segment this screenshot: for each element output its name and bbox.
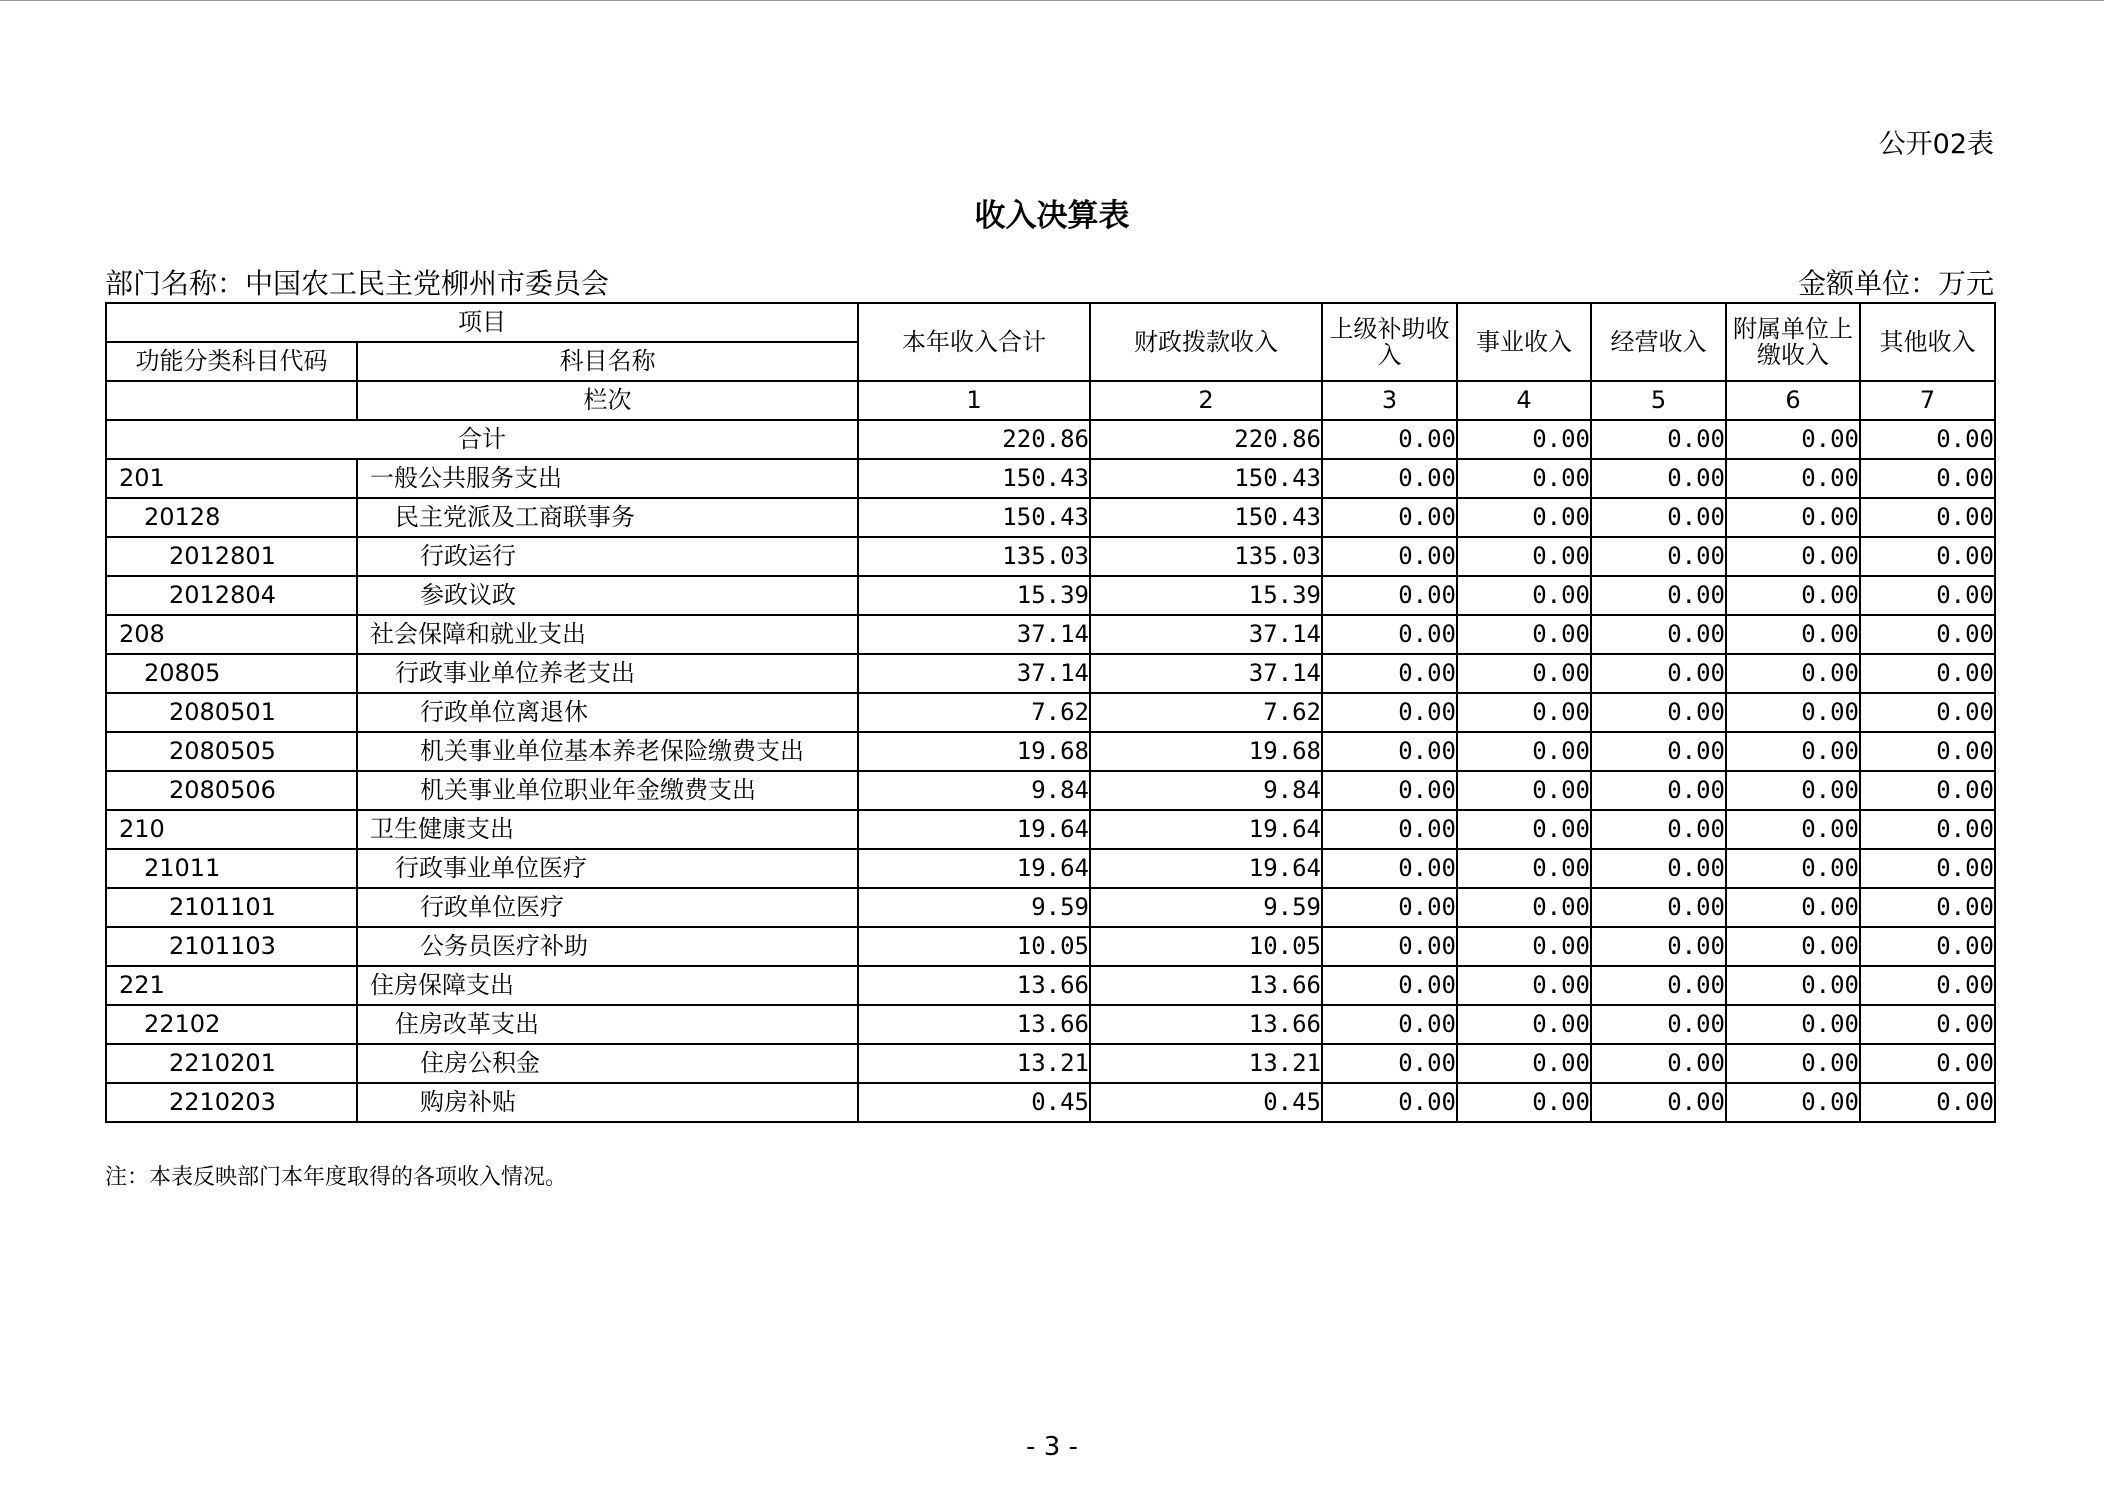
total-value: 0.00 — [1457, 420, 1591, 459]
row-value: 13.66 — [1090, 1005, 1322, 1044]
row-value: 0.00 — [1726, 693, 1860, 732]
row-value: 0.00 — [1591, 615, 1726, 654]
row-value: 0.00 — [1457, 459, 1591, 498]
column-number: 6 — [1726, 381, 1860, 420]
row-code: 2012801 — [106, 537, 357, 576]
row-value: 0.00 — [1457, 615, 1591, 654]
row-value: 0.00 — [1591, 927, 1726, 966]
row-value: 0.00 — [1860, 810, 1995, 849]
row-name: 民主党派及工商联事务 — [357, 498, 858, 537]
column-number: 7 — [1860, 381, 1995, 420]
row-value: 0.00 — [1322, 732, 1457, 771]
page-title: 收入决算表 — [974, 198, 1130, 234]
table-row — [106, 888, 1995, 927]
column-index-blank — [106, 381, 357, 420]
row-value: 0.00 — [1322, 654, 1457, 693]
total-label: 合计 — [106, 420, 858, 459]
row-value: 7.62 — [1090, 693, 1322, 732]
row-value: 15.39 — [1090, 576, 1322, 615]
row-code: 21011 — [106, 849, 357, 888]
header-col-5: 经营收入 — [1591, 303, 1726, 381]
row-value: 0.00 — [1726, 615, 1860, 654]
row-name: 机关事业单位职业年金缴费支出 — [357, 771, 858, 810]
row-value: 19.68 — [1090, 732, 1322, 771]
row-value: 0.00 — [1457, 1005, 1591, 1044]
table-row — [106, 849, 1995, 888]
row-value: 0.00 — [1322, 927, 1457, 966]
row-value: 150.43 — [858, 459, 1090, 498]
row-name: 机关事业单位基本养老保险缴费支出 — [357, 732, 858, 771]
row-value: 0.00 — [1860, 927, 1995, 966]
row-value: 0.00 — [1322, 771, 1457, 810]
column-number: 1 — [858, 381, 1090, 420]
row-value: 0.00 — [1860, 459, 1995, 498]
row-code: 2080506 — [106, 771, 357, 810]
row-value: 0.00 — [1726, 927, 1860, 966]
table-row — [106, 771, 1995, 810]
row-value: 0.00 — [1860, 693, 1995, 732]
form-id: 公开02表 — [1878, 129, 1994, 160]
row-value: 0.00 — [1591, 459, 1726, 498]
table-row — [106, 654, 1995, 693]
row-value: 0.00 — [1457, 888, 1591, 927]
row-value: 9.59 — [858, 888, 1090, 927]
row-name: 卫生健康支出 — [357, 810, 858, 849]
row-value: 150.43 — [1090, 459, 1322, 498]
row-value: 37.14 — [858, 654, 1090, 693]
row-value: 0.00 — [1860, 576, 1995, 615]
row-value: 19.64 — [1090, 810, 1322, 849]
row-value: 0.00 — [1860, 732, 1995, 771]
row-code: 2080501 — [106, 693, 357, 732]
row-code: 221 — [106, 966, 357, 1005]
row-code: 2012804 — [106, 576, 357, 615]
row-value: 9.84 — [1090, 771, 1322, 810]
row-value: 0.00 — [1726, 1083, 1860, 1122]
row-name: 行政事业单位医疗 — [357, 849, 858, 888]
row-value: 0.00 — [1726, 966, 1860, 1005]
table-row — [106, 615, 1995, 654]
department-name: 部门名称：中国农工民主党柳州市委员会 — [105, 267, 610, 300]
header-col-4: 事业收入 — [1457, 303, 1591, 381]
row-value: 0.00 — [1457, 498, 1591, 537]
total-value: 0.00 — [1591, 420, 1726, 459]
row-value: 13.21 — [1090, 1044, 1322, 1083]
row-value: 0.00 — [1726, 771, 1860, 810]
table-row — [106, 1044, 1995, 1083]
header-col-2: 财政拨款收入 — [1090, 303, 1322, 381]
row-value: 0.00 — [1322, 459, 1457, 498]
row-value: 10.05 — [858, 927, 1090, 966]
row-value: 0.00 — [1591, 966, 1726, 1005]
header-project: 项目 — [106, 303, 858, 342]
total-value: 220.86 — [1090, 420, 1322, 459]
row-value: 0.00 — [1457, 732, 1591, 771]
row-value: 0.00 — [1457, 693, 1591, 732]
table-row — [106, 732, 1995, 771]
row-value: 0.00 — [1591, 849, 1726, 888]
row-value: 0.00 — [1457, 927, 1591, 966]
row-value: 0.00 — [1860, 966, 1995, 1005]
row-value: 0.00 — [1457, 849, 1591, 888]
row-code: 20805 — [106, 654, 357, 693]
row-value: 19.64 — [858, 849, 1090, 888]
row-value: 0.00 — [1591, 498, 1726, 537]
row-name: 行政事业单位养老支出 — [357, 654, 858, 693]
header-col-6: 附属单位上缴收入 — [1726, 303, 1860, 381]
row-value: 0.00 — [1860, 498, 1995, 537]
row-value: 0.00 — [1860, 1044, 1995, 1083]
total-value: 220.86 — [858, 420, 1090, 459]
row-value: 0.00 — [1591, 1005, 1726, 1044]
row-value: 0.00 — [1322, 576, 1457, 615]
row-value: 0.00 — [1457, 966, 1591, 1005]
row-value: 0.00 — [1591, 810, 1726, 849]
row-value: 0.00 — [1726, 654, 1860, 693]
row-value: 0.45 — [1090, 1083, 1322, 1122]
header-col-1: 本年收入合计 — [858, 303, 1090, 381]
row-value: 7.62 — [858, 693, 1090, 732]
total-value: 0.00 — [1726, 420, 1860, 459]
row-value: 0.00 — [1860, 1005, 1995, 1044]
row-value: 135.03 — [1090, 537, 1322, 576]
row-value: 135.03 — [858, 537, 1090, 576]
row-value: 0.00 — [1457, 576, 1591, 615]
row-name: 住房公积金 — [357, 1044, 858, 1083]
header-row-1 — [106, 303, 1995, 342]
row-value: 0.00 — [1726, 810, 1860, 849]
table-row — [106, 693, 1995, 732]
row-value: 37.14 — [1090, 654, 1322, 693]
row-value: 37.14 — [1090, 615, 1322, 654]
row-code: 22102 — [106, 1005, 357, 1044]
row-value: 19.64 — [1090, 849, 1322, 888]
row-value: 13.66 — [858, 1005, 1090, 1044]
row-value: 0.00 — [1726, 849, 1860, 888]
row-value: 0.00 — [1322, 966, 1457, 1005]
row-value: 0.00 — [1591, 1044, 1726, 1083]
header-name: 科目名称 — [357, 342, 858, 381]
row-code: 2101101 — [106, 888, 357, 927]
row-value: 13.21 — [858, 1044, 1090, 1083]
row-code: 2101103 — [106, 927, 357, 966]
row-value: 0.00 — [1726, 1044, 1860, 1083]
header-col-3: 上级补助收入 — [1322, 303, 1457, 381]
row-value: 0.00 — [1860, 849, 1995, 888]
row-value: 0.00 — [1457, 1044, 1591, 1083]
income-table — [105, 302, 1996, 1123]
row-value: 0.00 — [1457, 1083, 1591, 1122]
row-value: 0.00 — [1591, 693, 1726, 732]
row-value: 0.00 — [1322, 1044, 1457, 1083]
row-value: 9.59 — [1090, 888, 1322, 927]
row-value: 0.00 — [1457, 771, 1591, 810]
row-value: 9.84 — [858, 771, 1090, 810]
row-name: 一般公共服务支出 — [357, 459, 858, 498]
row-value: 0.00 — [1322, 498, 1457, 537]
row-name: 购房补贴 — [357, 1083, 858, 1122]
column-number: 3 — [1322, 381, 1457, 420]
row-value: 0.00 — [1726, 1005, 1860, 1044]
row-value: 19.68 — [858, 732, 1090, 771]
total-value: 0.00 — [1860, 420, 1995, 459]
row-value: 0.00 — [1591, 888, 1726, 927]
row-name: 行政单位离退休 — [357, 693, 858, 732]
row-value: 0.00 — [1860, 771, 1995, 810]
row-value: 0.00 — [1860, 888, 1995, 927]
row-value: 0.00 — [1860, 615, 1995, 654]
row-value: 0.00 — [1860, 1083, 1995, 1122]
column-number: 2 — [1090, 381, 1322, 420]
row-value: 0.00 — [1726, 498, 1860, 537]
top-border-line — [0, 0, 2104, 1]
row-code: 2080505 — [106, 732, 357, 771]
row-value: 15.39 — [858, 576, 1090, 615]
column-index-row — [106, 381, 1995, 420]
row-value: 0.00 — [1322, 615, 1457, 654]
row-code: 2210203 — [106, 1083, 357, 1122]
page-number: - 3 - — [1026, 1432, 1078, 1462]
row-value: 0.00 — [1726, 732, 1860, 771]
row-value: 150.43 — [858, 498, 1090, 537]
row-value: 0.00 — [1322, 1083, 1457, 1122]
row-code: 2210201 — [106, 1044, 357, 1083]
table-row — [106, 459, 1995, 498]
row-value: 0.00 — [1591, 576, 1726, 615]
row-name: 参政议政 — [357, 576, 858, 615]
header-col-7: 其他收入 — [1860, 303, 1995, 381]
amount-unit: 金额单位：万元 — [1797, 267, 1994, 300]
row-value: 0.00 — [1591, 537, 1726, 576]
row-value: 0.00 — [1322, 1005, 1457, 1044]
header-code: 功能分类科目代码 — [106, 342, 357, 381]
row-value: 0.00 — [1591, 1083, 1726, 1122]
table-row — [106, 498, 1995, 537]
row-code: 20128 — [106, 498, 357, 537]
row-value: 0.00 — [1591, 771, 1726, 810]
row-value: 13.66 — [1090, 966, 1322, 1005]
total-row — [106, 420, 1995, 459]
row-code: 210 — [106, 810, 357, 849]
row-code: 201 — [106, 459, 357, 498]
row-value: 0.45 — [858, 1083, 1090, 1122]
row-value: 19.64 — [858, 810, 1090, 849]
row-value: 10.05 — [1090, 927, 1322, 966]
column-number: 5 — [1591, 381, 1726, 420]
row-name: 行政单位医疗 — [357, 888, 858, 927]
row-value: 0.00 — [1457, 654, 1591, 693]
row-value: 150.43 — [1090, 498, 1322, 537]
row-value: 0.00 — [1591, 732, 1726, 771]
row-value: 0.00 — [1591, 654, 1726, 693]
row-value: 0.00 — [1726, 537, 1860, 576]
table-row — [106, 1005, 1995, 1044]
row-name: 住房改革支出 — [357, 1005, 858, 1044]
row-value: 0.00 — [1322, 693, 1457, 732]
row-value: 0.00 — [1457, 810, 1591, 849]
row-value: 0.00 — [1860, 537, 1995, 576]
table-row — [106, 1083, 1995, 1122]
row-value: 0.00 — [1726, 459, 1860, 498]
row-value: 0.00 — [1726, 576, 1860, 615]
row-value: 13.66 — [858, 966, 1090, 1005]
row-value: 0.00 — [1322, 537, 1457, 576]
row-value: 0.00 — [1860, 654, 1995, 693]
table-row — [106, 966, 1995, 1005]
row-code: 208 — [106, 615, 357, 654]
table-row — [106, 927, 1995, 966]
total-value: 0.00 — [1322, 420, 1457, 459]
table-row — [106, 810, 1995, 849]
row-name: 公务员医疗补助 — [357, 927, 858, 966]
column-number: 4 — [1457, 381, 1591, 420]
table-row — [106, 576, 1995, 615]
row-value: 0.00 — [1457, 537, 1591, 576]
row-name: 社会保障和就业支出 — [357, 615, 858, 654]
column-index-label: 栏次 — [357, 381, 858, 420]
row-value: 0.00 — [1322, 810, 1457, 849]
row-name: 住房保障支出 — [357, 966, 858, 1005]
table-note: 注：本表反映部门本年度取得的各项收入情况。 — [105, 1165, 568, 1190]
row-value: 37.14 — [858, 615, 1090, 654]
row-value: 0.00 — [1322, 849, 1457, 888]
row-name: 行政运行 — [357, 537, 858, 576]
row-value: 0.00 — [1322, 888, 1457, 927]
table-row — [106, 537, 1995, 576]
row-value: 0.00 — [1726, 888, 1860, 927]
